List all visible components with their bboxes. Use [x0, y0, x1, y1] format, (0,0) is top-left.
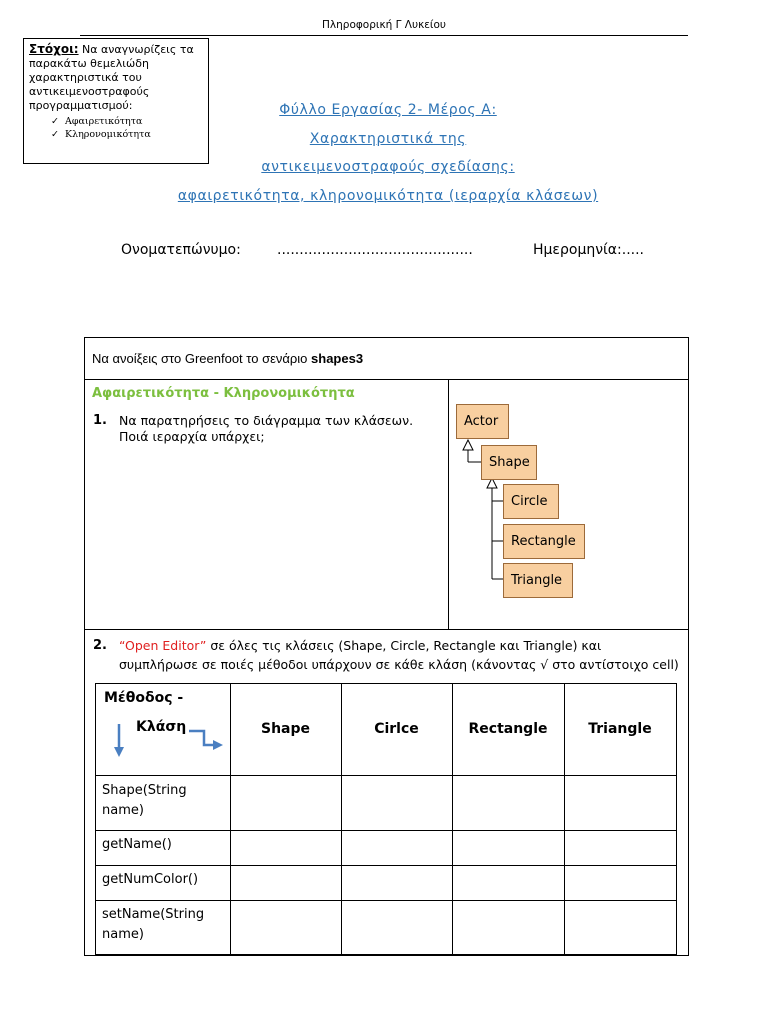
method-row-label: getName()	[102, 837, 172, 852]
question-2-line: συμπλήρωσε σε ποιές μέθοδοι υπάρχουν σε κάθε κλάση (κάνοντας √ στο αντίστοιχο cell)	[119, 657, 679, 672]
grid-divider	[96, 830, 676, 831]
uml-class-actor: Actor	[456, 404, 509, 439]
uml-class-shape: Shape	[481, 445, 537, 480]
grid-divider	[96, 865, 676, 866]
method-row-label: Shape(String name)	[102, 783, 187, 818]
grid-divider	[96, 900, 676, 901]
question-number: 2.	[93, 638, 107, 653]
arrow-down-icon	[110, 722, 130, 760]
uml-class-circle: Circle	[503, 484, 559, 519]
instruction-text: Να ανοίξεις στο Greenfoot το σενάριο	[92, 351, 312, 366]
grid-corner-class-label: Κλάση	[136, 719, 187, 735]
table-divider	[85, 379, 688, 380]
goal-item: ✓ Αφαιρετικότητα	[51, 115, 203, 128]
name-label: Ονοματεπώνυμο:	[121, 242, 241, 258]
question-number: 1.	[93, 413, 107, 428]
column-header-shape: Shape	[260, 721, 310, 737]
column-header-circle: Cirlce	[374, 721, 419, 737]
question-2-text	[119, 636, 679, 674]
scenario-name: shapes3	[311, 351, 364, 366]
goals-title: Στόχοι:	[29, 42, 79, 56]
column-header-rectangle: Rectangle	[468, 721, 548, 737]
open-editor-term: “Open Editor”	[119, 638, 207, 653]
grid-divider	[96, 775, 676, 776]
worksheet-title-line3: αντικειμενοστραφούς σχεδίασης:	[261, 159, 515, 175]
question-1-text	[119, 413, 413, 445]
header-rule	[80, 35, 688, 36]
uml-class-triangle: Triangle	[503, 563, 573, 598]
question-2-line: σε όλες τις κλάσεις (Shape, Circle, Rectangle και Triangle) και	[206, 638, 602, 653]
goals-text: Να αναγνωρίζεις τα παρακάτω θεμελιώδη χαρακτηριστικά του αντικειμενοστραφούς προγραμματισμού:	[29, 43, 194, 112]
grid-corner-method-label: Μέθοδος -	[104, 690, 184, 706]
method-row-label: setName(String name)	[102, 907, 205, 942]
goal-item: ✓ Κληρονομικότητα	[51, 128, 203, 141]
name-blank: ............................................	[277, 242, 473, 258]
worksheet-title-line4: αφαιρετικότητα, κληρονομικότητα (ιεραρχία κλάσεων)	[177, 188, 599, 204]
date-label: Ημερομηνία:.....	[533, 242, 644, 258]
method-row-label: getNumColor()	[102, 872, 199, 887]
section-title: Αφαιρετικότητα - Κληρονομικότητα	[92, 386, 355, 401]
table-divider	[448, 379, 449, 629]
table-divider	[85, 629, 688, 630]
worksheet-title-line1: Φύλλο Εργασίας 2- Μέρος Α:	[279, 102, 497, 118]
question-1-line: Ποιά ιεραρχία υπάρχει;	[119, 429, 265, 444]
worksheet-title-line2: Χαρακτηριστικά της	[309, 131, 467, 147]
instruction-open-scenario	[92, 351, 363, 366]
page-header: Πληροφορική Γ Λυκείου	[322, 19, 446, 31]
question-1-line: Να παρατηρήσεις το διάγραμμα των κλάσεων.	[119, 413, 414, 428]
arrow-right-icon	[188, 728, 226, 752]
inheritance-arrow-icon	[463, 440, 473, 450]
uml-class-rectangle: Rectangle	[503, 524, 585, 559]
column-header-triangle: Triangle	[588, 721, 652, 737]
